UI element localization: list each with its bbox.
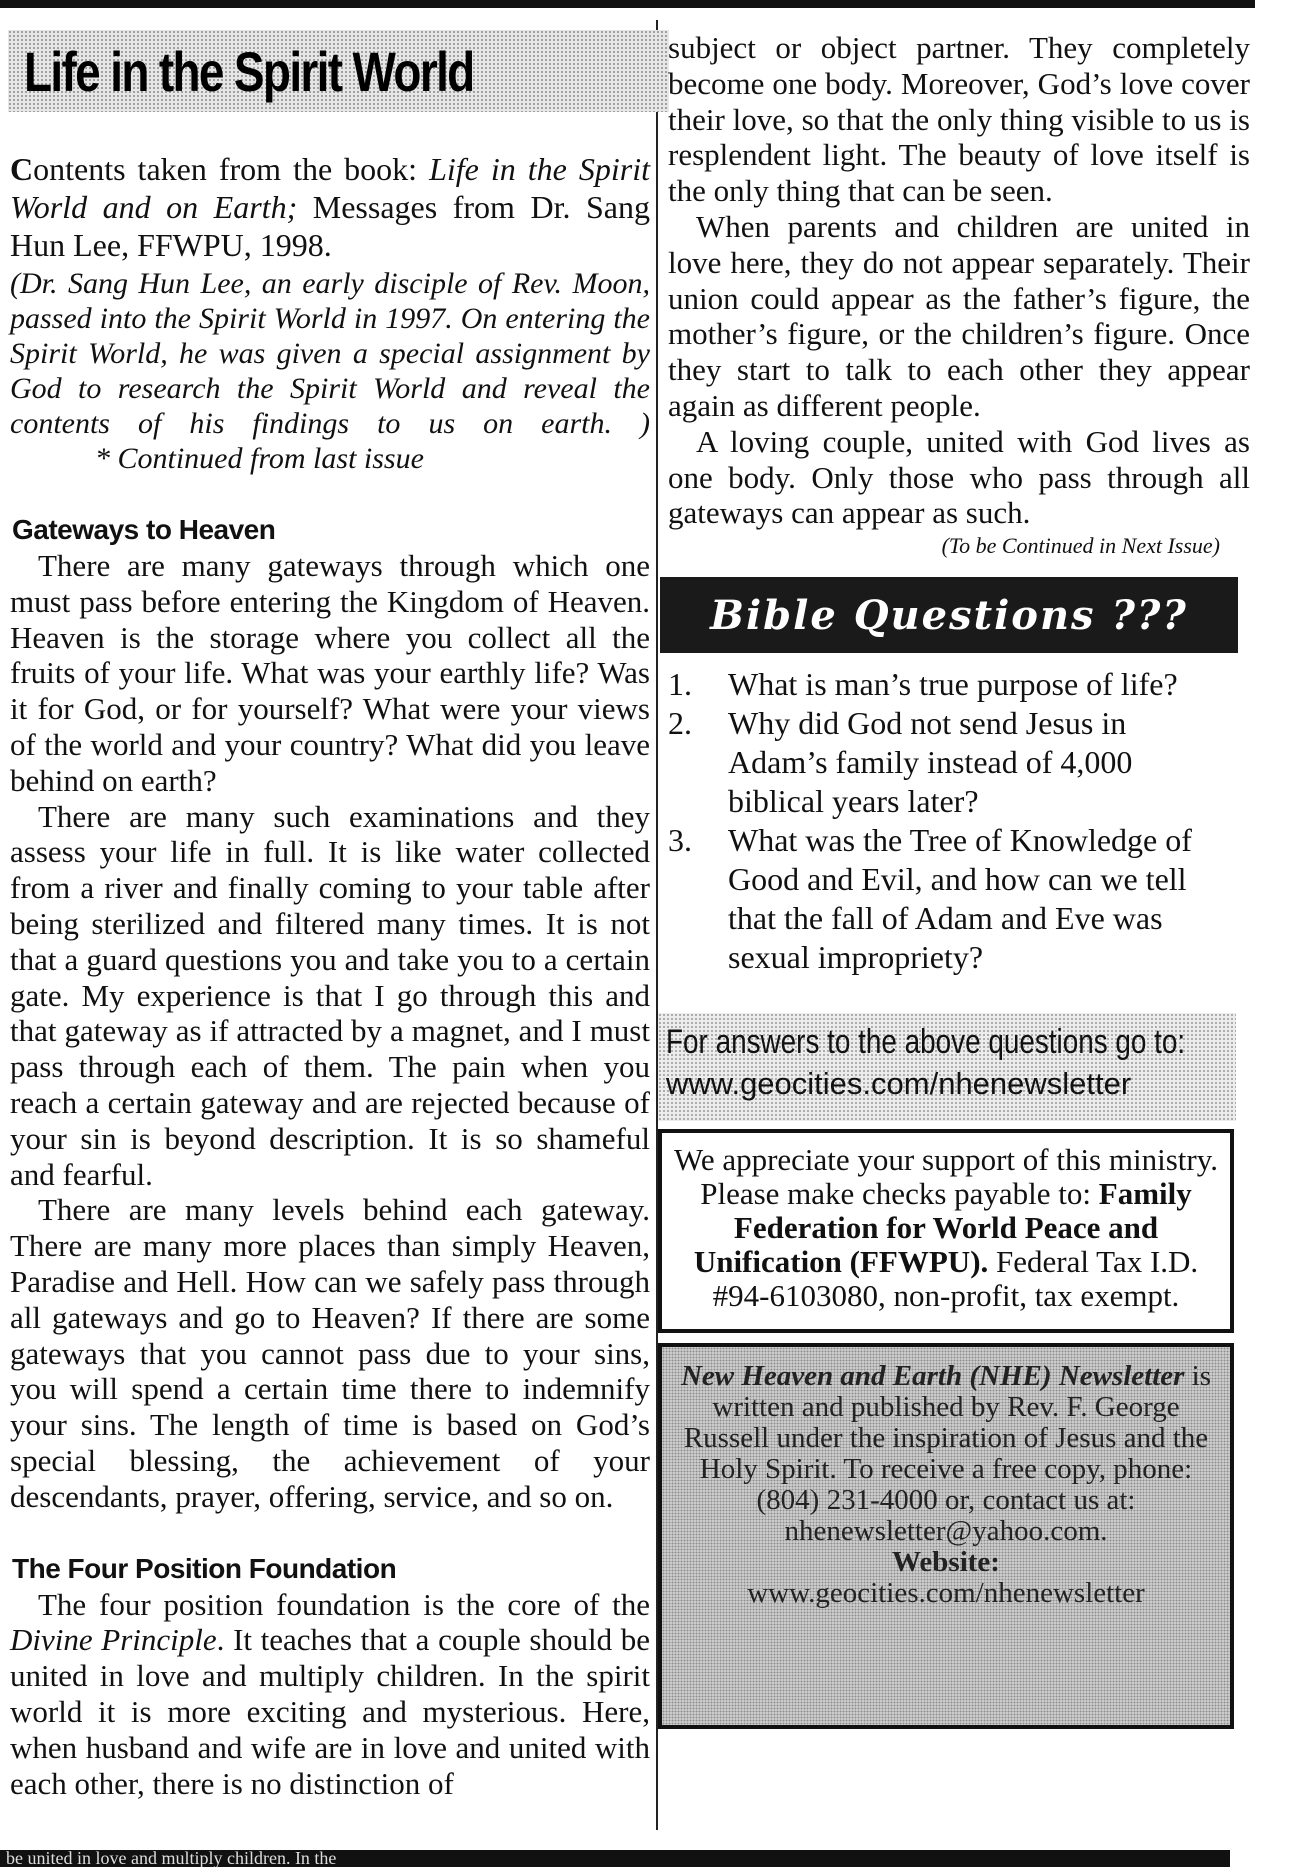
four-position-paragraph — [10, 1587, 650, 1802]
bible-questions-banner — [660, 577, 1238, 653]
left-column — [10, 30, 650, 1801]
intro-paragraph — [10, 150, 650, 264]
nhe-lead: New Heaven and Earth (NHE) Newsletter — [680, 1360, 1185, 1393]
intro-lead: ontents taken from the book: — [33, 151, 430, 187]
four-position-rest: . It teaches that a couple should be united in love and multiply children. In the spirit world it is more exciting and mysterious. Here, when husband and wife are in love and united with each other, there is no distinction of — [10, 1622, 650, 1801]
nhe-website-label: Website: — [892, 1546, 1000, 1579]
section-heading-four-position: The Four Position Foundation — [12, 1552, 397, 1584]
question-text: Why did God not send Jesus in Adam’s family instead of 4,000 biblical years later? — [728, 705, 1133, 820]
support-text-b: Federal Tax I.D. #94-6103080, non-profit, tax exempt. — [712, 1244, 1199, 1314]
list-item — [668, 821, 1250, 977]
question-number: 1. — [668, 666, 692, 703]
top-rule — [0, 0, 1255, 8]
answers-url[interactable]: www.geocities.com/nhenewsletter — [666, 1066, 1132, 1102]
gateways-paragraph-2: There are many such examinations and they assess your life in full. It is like water collected from a river and finally coming to your table after being sterilized and filtered many times. It is not that a guard questions you and take you to a certain gate. My experience is that I go through this and that gateway as if attracted by a magnet, and I must pass through each of them. The pain when you reach a certain gateway and are rejected because of your sin is beyond description. It is so shameful and fearful. — [10, 798, 650, 1192]
nhe-info-box — [658, 1343, 1234, 1729]
bottom-rule — [0, 1850, 1230, 1867]
bible-questions-list — [668, 665, 1250, 977]
continued-note: * Continued from last issue — [95, 442, 424, 475]
four-position-lead: The four position foundation is the core of the — [38, 1586, 650, 1622]
author-note — [10, 266, 650, 476]
to-be-continued: (To be Continued in Next Issue) — [941, 533, 1220, 559]
article-title-banner — [8, 30, 669, 112]
section-heading-gateways: Gateways to Heaven — [12, 514, 276, 545]
list-item — [668, 704, 1250, 821]
question-text: What is man’s true purpose of life? — [728, 666, 1178, 703]
intro-rest: Messages from Dr. Sang Hun Lee, FFWPU, 1998. — [10, 189, 651, 263]
nhe-website-url[interactable]: www.geocities.com/nhenewsletter — [747, 1577, 1145, 1610]
footer-cut-text: be united in love and multiply children. In the — [6, 1850, 337, 1867]
dropcap: C — [10, 151, 34, 187]
continued-paragraph-3: A loving couple, united with God lives as one body. Only those who pass through all gateways can appear as such. — [668, 423, 1250, 531]
bible-questions-title: Bible Questions ??? — [710, 591, 1188, 639]
author-note-text: (Dr. Sang Hun Lee, an early disciple of Rev. Moon, passed into the Spirit World in 1997. On entering the Spirit World, he was given a special assignment by God to research the Spirit World and reveal the contents of his findings to us on earth. ) — [10, 267, 650, 440]
nhe-body: is written and published by Rev. F. George Russell under the inspiration of Jesus and the Holy Spirit. To receive a free copy, phone: (804) 231-4000 or, contact us at: nhenewsletter@yahoo.com. — [683, 1360, 1212, 1548]
list-item — [668, 665, 1250, 704]
right-column — [668, 30, 1250, 1729]
support-text-a: We appreciate your support of this ministry. Please make checks payable to: — [674, 1142, 1218, 1212]
gateways-paragraph-3: There are many levels behind each gateway. There are many more places than simply Heaven, Paradise and Hell. How can we safely pass through all gateways and go to Heaven? If there are some gateways that you cannot pass due to your sins, you will spend a certain time there to indemnify your sins. The length of time is based on God’s special blessing, the achievement of your descendants, prayer, offering, service, and so on. — [10, 1192, 650, 1514]
intro-book-title: Life in the Spirit World and on Earth; — [10, 151, 651, 225]
continued-paragraph-2: When parents and children are united in love here, they do not appear separately. Their union could appear as the father’s figure, the mother’s figure, or the children’s figure. Once they start to talk to each other they appear again as different people. — [668, 208, 1250, 423]
answers-prompt: For answers to the above questions go to: — [666, 1023, 1186, 1062]
article-title: Life in the Spirit World — [24, 39, 474, 103]
answers-box — [658, 1013, 1236, 1121]
four-position-book: Divine Principle — [10, 1622, 217, 1658]
question-number: 3. — [668, 822, 692, 859]
continued-paragraph-1: subject or object partner. They completely become one body. Moreover, God’s love cover their love, so that the only thing visible to us is resplendent light. The beauty of love itself is the only thing that can be seen. — [668, 30, 1250, 209]
question-text: What was the Tree of Knowledge of Good and Evil, and how can we tell that the fall of Adam and Eve was sexual impropriety? — [728, 822, 1192, 976]
support-box — [658, 1129, 1234, 1333]
question-number: 2. — [668, 705, 692, 742]
gateways-paragraph-1: There are many gateways through which one must pass before entering the Kingdom of Heaven. Heaven is the storage where you collect all the fruits of your life. What was your earthly life? Was it for God, or for yourself? What were your views of the world and your country? What did you leave behind on earth? — [10, 548, 650, 798]
support-org: Family Federation for World Peace and Unification (FFWPU). — [693, 1176, 1192, 1280]
